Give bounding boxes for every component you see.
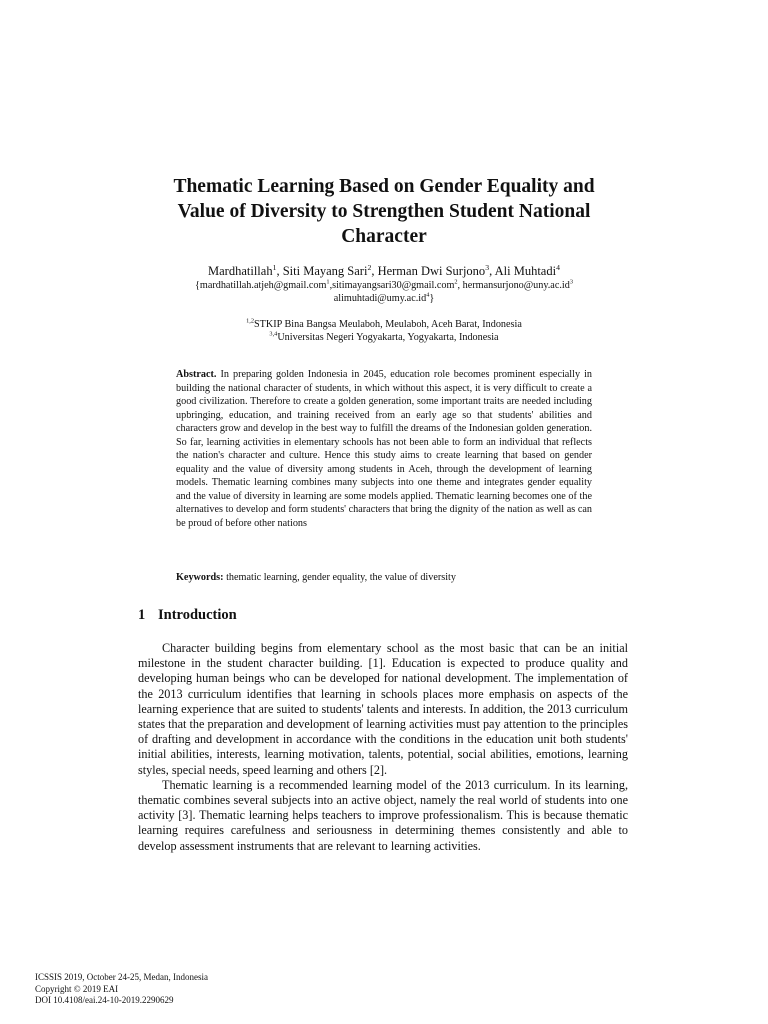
affil-text: Universitas Negeri Yogyakarta, Yogyakarta, Indonesia bbox=[277, 332, 499, 343]
author-separator: , bbox=[276, 264, 283, 278]
section-title: Introduction bbox=[158, 607, 237, 623]
keywords-label: Keywords: bbox=[176, 572, 224, 583]
email-brace: } bbox=[429, 293, 435, 304]
affil-text: STKIP Bina Bangsa Meulaboh, Meulaboh, Aceh Barat, Indonesia bbox=[254, 319, 522, 330]
page-footer bbox=[35, 972, 435, 1007]
author-email[interactable]: , hermansurjono@uny.ac.id bbox=[457, 280, 570, 291]
paper-title bbox=[140, 174, 628, 249]
footer-line: DOI 10.4108/eai.24-10-2019.2290629 bbox=[35, 995, 174, 1005]
section-number: 1 bbox=[138, 607, 146, 623]
affiliation bbox=[120, 331, 648, 344]
author-affil-marker: 1 bbox=[272, 262, 277, 272]
affiliations bbox=[120, 318, 648, 344]
keywords bbox=[176, 571, 592, 585]
affil-marker: 1,2 bbox=[246, 317, 255, 325]
author-email[interactable]: ,sitimayangsari30@gmail.com bbox=[329, 280, 455, 291]
author-name: Siti Mayang Sari bbox=[282, 264, 368, 278]
paragraph: Character building begins from elementary school as the most basic that can be an initial milestone in the student character building. [1]. Education is expected to produce quality and developing human beings who can be developed for national development. The implementation of the 2013 curriculum identifies that learning in schools places more emphasis on aspects of the learning experience that are suited to students' talents and interests. In addition, the 2013 curriculum states that the preparation and development of learning activities must pay attention to the principles of drafting and development in accordance with the conditions in the education unit both students' initial abilities, interests, learning motivation, talents, potential, social abilities, emotions, learning styles, special needs, speed learning and others [2]. bbox=[138, 641, 628, 777]
author-name: Herman Dwi Surjono bbox=[377, 264, 486, 278]
body-text bbox=[138, 641, 628, 854]
title-line: Value of Diversity to Strengthen Student National bbox=[177, 201, 591, 222]
footer-line: Copyright © 2019 EAI bbox=[35, 983, 119, 994]
author-email[interactable]: mardhatillah.atjeh@gmail.com bbox=[199, 280, 327, 291]
author-separator: , bbox=[371, 264, 378, 278]
author-email[interactable]: alimuhtadi@umy.ac.id bbox=[333, 293, 427, 304]
author-emails bbox=[120, 279, 648, 305]
author-list bbox=[120, 264, 648, 279]
author-affil-marker: 3 bbox=[485, 262, 490, 272]
title-line: Thematic Learning Based on Gender Equality and bbox=[173, 176, 595, 197]
email-marker: 3 bbox=[569, 278, 573, 286]
author-affil-marker: 2 bbox=[367, 262, 372, 272]
email-brace: { bbox=[195, 280, 200, 291]
paragraph: Thematic learning is a recommended learning model of the 2013 curriculum. In its learning, thematic combines several subjects into an active object, namely the real world of students into one activity [3]. Thematic learning helps teachers to improve professionalism. This is because thematic learning requires carefulness and seriousness in determining themes consistently and able to develop assessment instruments that are relevant to learning activities. bbox=[138, 777, 628, 853]
email-marker: 4 bbox=[426, 291, 430, 299]
footer-line: ICSSIS 2019, October 24-25, Medan, Indonesia bbox=[35, 972, 208, 982]
affiliation bbox=[120, 318, 648, 331]
abstract-text: In preparing golden Indonesia in 2045, education role becomes prominent especially in building the national character of students, in which without this aspect, it is very difficult to create a good civilization. Therefore to create a golden generation, some important traits are needed including upbringing, education, and training received from an early age so that students' abilities and characters grow and develop in the best way to fulfill the dreams of the Indonesian golden generation. So far, learning activities in elementary schools has not been able to form an individual that reflects the nation's character and culture. Hence this study aims to create learning that based on gender equality and the value of diversity among students in Aceh, through the development of learning models. Thematic learning combines many subjects into one theme and integrates gender equality and the value of diversity in learning are some models applied. Thematic learning becomes one of the alternatives to develop and form students' characters that bring the dignity of the nation as well as can be proud of before other nations bbox=[176, 369, 593, 529]
keywords-text: thematic learning, gender equality, the value of diversity bbox=[226, 572, 456, 583]
author-affil-marker: 4 bbox=[556, 262, 560, 272]
abstract bbox=[176, 368, 592, 530]
abstract-label: Abstract. bbox=[176, 369, 217, 380]
author-name: Mardhatillah bbox=[208, 264, 273, 278]
section-heading bbox=[138, 606, 638, 624]
author-separator: , bbox=[489, 264, 495, 278]
affil-marker: 3,4 bbox=[269, 330, 278, 338]
email-marker: 1 bbox=[326, 278, 330, 286]
title-line: Character bbox=[341, 226, 427, 247]
author-name: Ali Muhtadi bbox=[494, 264, 557, 278]
email-marker: 2 bbox=[454, 278, 458, 286]
